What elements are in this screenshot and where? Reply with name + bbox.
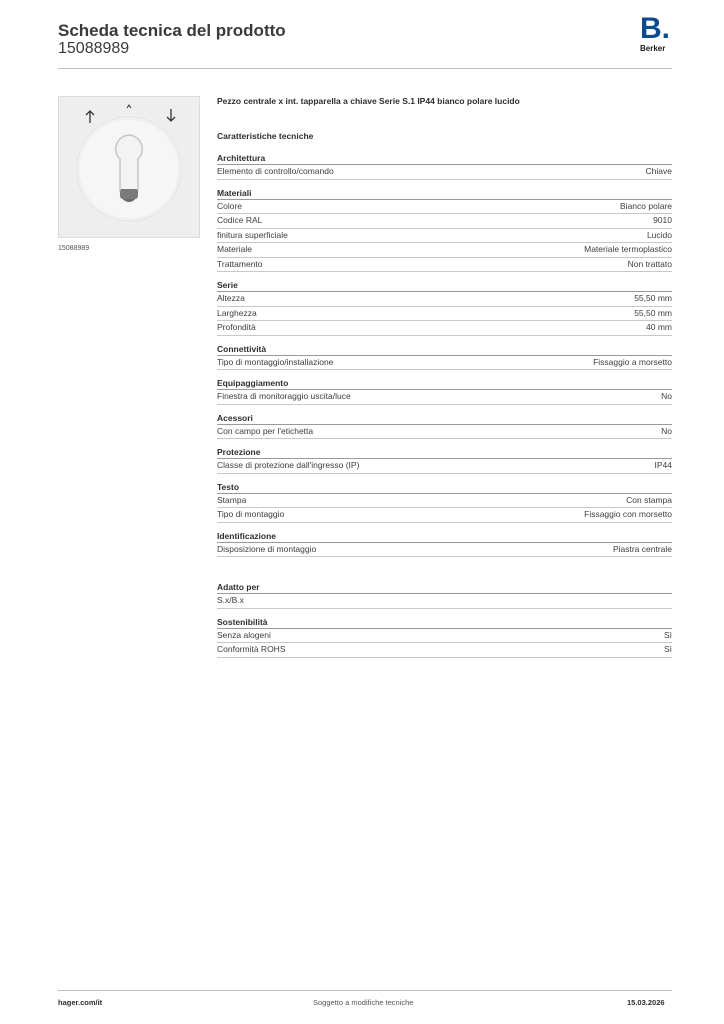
spec-row bbox=[217, 643, 672, 658]
spec-row bbox=[217, 508, 672, 523]
berker-logo bbox=[640, 12, 674, 53]
spec-value: Lucido bbox=[646, 229, 672, 240]
spec-label: Materiale bbox=[217, 244, 252, 254]
spec-group bbox=[217, 530, 672, 558]
section-heading: Caratteristiche tecniche bbox=[217, 131, 314, 141]
spec-group bbox=[217, 446, 672, 474]
spec-value: No bbox=[661, 391, 672, 401]
spec-group-title: Identificazione bbox=[217, 530, 672, 543]
spec-row bbox=[217, 165, 672, 180]
spec-label: Tipo di montaggio bbox=[217, 509, 285, 519]
spec-value: IP44 bbox=[654, 460, 672, 470]
image-caption: 15088989 bbox=[58, 245, 90, 252]
spec-label: Colore bbox=[217, 200, 243, 211]
spec-row bbox=[217, 459, 672, 474]
spec-value: Bianco polare bbox=[620, 200, 672, 211]
spec-label: Conformità ROHS bbox=[217, 644, 286, 654]
spec-sheet bbox=[217, 95, 672, 658]
logo-letter: B. bbox=[640, 12, 670, 45]
spec-row bbox=[217, 390, 672, 405]
logo-text: Berker bbox=[640, 44, 666, 53]
spec-row bbox=[217, 243, 672, 258]
spec-row bbox=[217, 594, 672, 609]
product-code: 15088989 bbox=[58, 40, 130, 57]
spec-group-title: Architettura bbox=[217, 152, 672, 165]
spec-group-title: Sostenibilità bbox=[217, 616, 672, 629]
spec-value: 55,50 mm bbox=[634, 293, 672, 303]
spec-group-title: Adatto per bbox=[217, 581, 672, 594]
spec-row bbox=[217, 356, 672, 371]
spec-group bbox=[217, 343, 672, 371]
spec-row bbox=[217, 258, 672, 273]
spec-group bbox=[217, 412, 672, 440]
spec-value: Con stampa bbox=[626, 494, 672, 505]
spec-label: Con campo per l'etichetta bbox=[217, 425, 314, 436]
spec-group-title: Testo bbox=[217, 481, 672, 494]
spec-row bbox=[217, 229, 672, 244]
spec-group-title: Connettività bbox=[217, 343, 672, 356]
spec-value: Fissaggio con morsetto bbox=[584, 509, 672, 519]
spec-group-title: Protezione bbox=[217, 446, 672, 459]
spec-label: Altezza bbox=[217, 293, 245, 303]
spec-row bbox=[217, 494, 672, 509]
spec-group-title: Equipaggiamento bbox=[217, 377, 672, 390]
keyhole bbox=[116, 135, 142, 198]
spec-label: Disposizione di montaggio bbox=[217, 543, 317, 554]
spec-row bbox=[217, 214, 672, 229]
footer-website[interactable]: hager.com/it bbox=[58, 998, 103, 1007]
spec-label: Classe di protezione dall'ingresso (IP) bbox=[217, 460, 360, 470]
spec-value: No bbox=[661, 425, 672, 436]
spec-row bbox=[217, 629, 672, 644]
spec-group bbox=[217, 152, 672, 180]
spec-label: Senza alogeni bbox=[217, 629, 271, 640]
key-switch-illustration bbox=[59, 97, 199, 237]
footer-note: Soggetto a modifiche tecniche bbox=[313, 998, 414, 1007]
spec-label: Larghezza bbox=[217, 307, 257, 318]
spec-label: S.x/B.x bbox=[217, 595, 244, 605]
spec-label: Stampa bbox=[217, 494, 247, 505]
spec-value: 9010 bbox=[653, 215, 672, 225]
spec-value: 40 mm bbox=[646, 322, 672, 332]
product-name: Pezzo centrale x int. tapparella a chiave Serie S.1 IP44 bianco polare lucido bbox=[217, 96, 520, 106]
spec-groups bbox=[217, 152, 672, 658]
spec-label: Tipo di montaggio/installazione bbox=[217, 356, 334, 367]
page-title: Scheda tecnica del prodotto bbox=[58, 21, 286, 40]
spec-value: 55,50 mm bbox=[634, 307, 672, 318]
spec-value: Chiave bbox=[645, 166, 672, 176]
spec-row bbox=[217, 200, 672, 215]
spec-row bbox=[217, 307, 672, 322]
spec-group bbox=[217, 616, 672, 658]
spec-label: Trattamento bbox=[217, 258, 263, 269]
spec-label: Codice RAL bbox=[217, 215, 263, 225]
spec-row bbox=[217, 543, 672, 558]
spec-label: finitura superficiale bbox=[217, 229, 288, 240]
spec-value: Piastra centrale bbox=[612, 543, 672, 554]
spec-group-title: Serie bbox=[217, 279, 672, 292]
spec-label: Elemento di controllo/comando bbox=[217, 166, 334, 176]
product-image bbox=[58, 96, 200, 238]
spec-value: Non trattato bbox=[627, 258, 672, 269]
footer-divider bbox=[58, 990, 672, 991]
spec-value: Sì bbox=[663, 629, 672, 640]
spec-value: Fissaggio a morsetto bbox=[593, 356, 672, 367]
spec-row bbox=[217, 292, 672, 307]
spec-group bbox=[217, 187, 672, 273]
spec-group-title: Acessori bbox=[217, 412, 672, 425]
spec-value: Sì bbox=[663, 644, 672, 654]
header-divider bbox=[58, 68, 672, 69]
spec-group bbox=[217, 481, 672, 523]
spec-group bbox=[217, 377, 672, 405]
spec-group bbox=[217, 581, 672, 609]
spec-label: Profondità bbox=[217, 322, 256, 332]
spec-group bbox=[217, 279, 672, 336]
footer-date: 15.03.2026 bbox=[627, 998, 665, 1007]
spec-label: Finestra di monitoraggio uscita/luce bbox=[217, 391, 351, 401]
spec-row bbox=[217, 425, 672, 440]
spec-value: Materiale termoplastico bbox=[584, 244, 672, 254]
spec-row bbox=[217, 321, 672, 336]
spec-group-title: Materiali bbox=[217, 187, 672, 200]
